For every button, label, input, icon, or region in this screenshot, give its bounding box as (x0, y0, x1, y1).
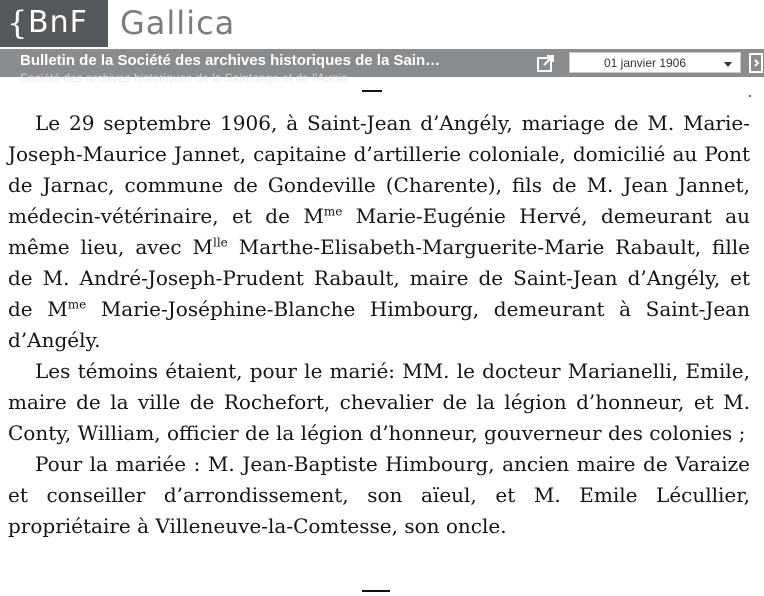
next-page-icon[interactable] (749, 53, 764, 73)
document-title: Bulletin de la Société des archives historiques de la Sain… (20, 52, 441, 69)
share-icon[interactable] (536, 53, 556, 73)
superscript: lle (213, 235, 228, 250)
header (0, 0, 764, 49)
document-subtitle: Société des archives historiques de la Saintonge et de l'Aunis (20, 71, 348, 85)
text-segment: Marie-Joséphine-Blanche Himbourg, demeurant à Saint-Jean d’Angély. (8, 297, 750, 352)
text-segment: Marthe-Elisabeth-Marguerite-Marie Rabault, fille de M. André-Joseph-Prudent Rabault, maire de Saint-Jean d’Angély, et de M (8, 235, 751, 321)
logo-brace: { (7, 4, 28, 42)
page-rule-bottom (362, 590, 390, 592)
date-select-value: 01 janvier 1906 (603, 56, 687, 70)
logo-text: BnF (28, 5, 88, 40)
page-mark (749, 95, 751, 97)
document-toolbar (0, 49, 764, 85)
superscript: me (323, 204, 343, 219)
date-select[interactable] (569, 52, 741, 73)
paragraph-bride-witnesses: Pour la mariée : M. Jean-Baptiste Himbourg, ancien maire de Varaize et conseiller d’arrondissement, son aïeul, et M. Emile Lécullier, propriétaire à Villeneuve-la-Comtesse, son oncle. (8, 452, 750, 538)
paragraph-groom-witnesses: Les témoins étaient, pour le marié: MM. le docteur Marianelli, Emile, maire de la ville de Rochefort, chevalier de la légion d’honneur, et M. Conty, William, officier de la légion d’honneur, gouverneur des colonies ; (8, 359, 750, 445)
bnf-logo[interactable] (0, 0, 108, 47)
page-rule-top (362, 90, 382, 92)
paragraph-marriage (8, 108, 750, 356)
superscript: me (67, 297, 87, 312)
document-page (8, 108, 750, 542)
app-name[interactable]: Gallica (120, 4, 236, 42)
chevron-down-icon (724, 62, 732, 67)
text-segment: Marie-Eugénie Hervé, demeurant au même lieu, avec M (8, 204, 750, 259)
text-segment: Le 29 septembre 1906, à Saint-Jean d’Angély, mariage de M. Marie-Joseph-Maurice Jannet, capitaine d’artillerie coloniale, domicilié au Pont de Jarnac, commune de Gondeville (Charente), fils de M. Jean Jannet, médecin-vétérinaire, et de M (8, 111, 750, 228)
